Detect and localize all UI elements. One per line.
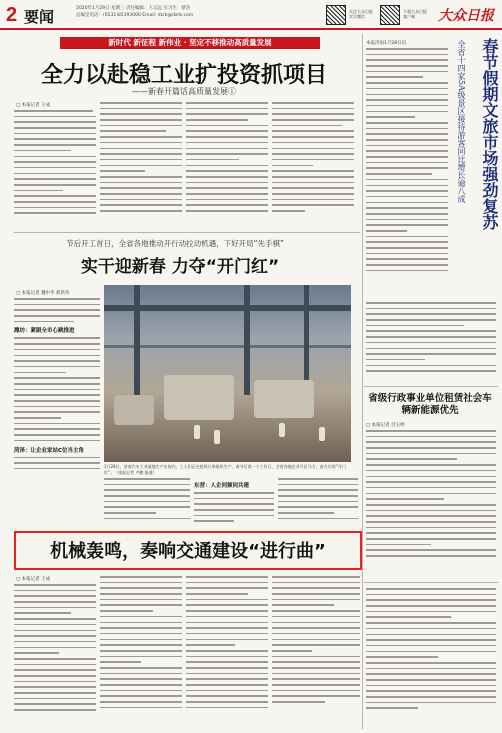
- right-article-col-2: [366, 302, 496, 384]
- photo-caption: 1月28日，济南汽车工业基地生产车间内，工人们正在抢抓订单组织生产。春节后第一个工作日，全省各地企业开足马力，奋力实现“开门红”。（本报记者 卢鹏 报道）: [104, 464, 346, 475]
- bottom-article-col-3: [186, 576, 268, 728]
- theme-banner-text: 新时代 新征程 新伟业 · 坚定不移推动高质量发展: [108, 38, 272, 47]
- factory-photo: [104, 285, 351, 462]
- bottom-article-col-4: [272, 576, 360, 728]
- main-article-col-4: [272, 102, 354, 228]
- right-article-title: 春节假期文旅市场强劲复苏: [480, 38, 499, 230]
- side-article-title: 省级行政事业单位租赁社会车辆新能源优先: [368, 393, 492, 416]
- main-article-col-3: [186, 102, 268, 228]
- theme-banner: [60, 37, 320, 49]
- side-article-byline: □ 本报记者 付玉婷: [366, 423, 405, 428]
- header-meta-line2: 总编室电话：(0531)85193000 Email: dzrb@dzrb.com: [76, 13, 194, 18]
- feature-article-kicker: 节后开工首日，全省各地推动开行动拉动机遇，下好开局“先手棋”: [66, 239, 284, 248]
- feature-article-col-3: [194, 478, 274, 526]
- main-article-title: 全力以赴稳工业扩投资抓项目: [40, 63, 327, 88]
- section-divider: [14, 232, 360, 233]
- header-meta-line1: 2020年1月29日 星期三 责任编辑：王志远 实习生：蔡浩: [76, 6, 191, 11]
- qr2-label: 下载大众日报 客户端: [403, 9, 427, 19]
- feature-article-title: 实干迎新春 力夺“开门红”: [80, 257, 280, 277]
- subhead-3: 菏泽：让企业家站C位当主角: [14, 447, 85, 454]
- feature-article-col-2: [104, 478, 190, 526]
- main-article-subtitle: ——新春开篇话高质量发展①: [132, 87, 236, 96]
- subhead-2: 东营：人企同频同共建: [194, 483, 250, 489]
- header-meta: [76, 5, 266, 19]
- page-header: [0, 0, 502, 30]
- qr1-label: 关注大众日报 官方微信: [349, 9, 373, 19]
- main-article-col-2: [100, 102, 182, 228]
- bottom-article-col-2: [100, 576, 182, 728]
- section-divider: [364, 582, 498, 583]
- right-article-subtitle: 全省十四家5A级景区接待游客同比增长逾八成: [457, 40, 466, 203]
- qr-code-icon: [380, 5, 400, 25]
- section-divider: [364, 386, 498, 387]
- newspaper-logo: 大众日报: [438, 8, 494, 24]
- section-name: 要闻: [24, 8, 55, 26]
- main-article-byline: □ 本报记者 王成: [16, 103, 51, 108]
- bottom-article-col-1: [14, 584, 96, 728]
- main-article-col-1: [14, 110, 96, 228]
- feature-article-byline: □ 本报记者 魏中华 郝洪伟: [16, 291, 70, 296]
- page-number: 2: [6, 4, 18, 26]
- feature-article-col-4: [278, 478, 358, 526]
- subhead-1: 潍坊：紧跟全市心跳推进: [14, 328, 75, 335]
- side-article-body: [366, 430, 496, 578]
- bottom-article-title: 机械轰鸣，奏响交通建设“进行曲”: [50, 541, 326, 562]
- column-divider: [362, 34, 363, 729]
- feature-article-col-1: [14, 298, 100, 524]
- qr-code-icon: [326, 5, 346, 25]
- bottom-article-byline: □ 本报记者 王成: [16, 577, 51, 582]
- right-article-byline: 本报济南1月28日讯: [366, 41, 407, 46]
- right-bottom-article-body: [366, 588, 496, 728]
- right-article-col-1: [366, 48, 448, 298]
